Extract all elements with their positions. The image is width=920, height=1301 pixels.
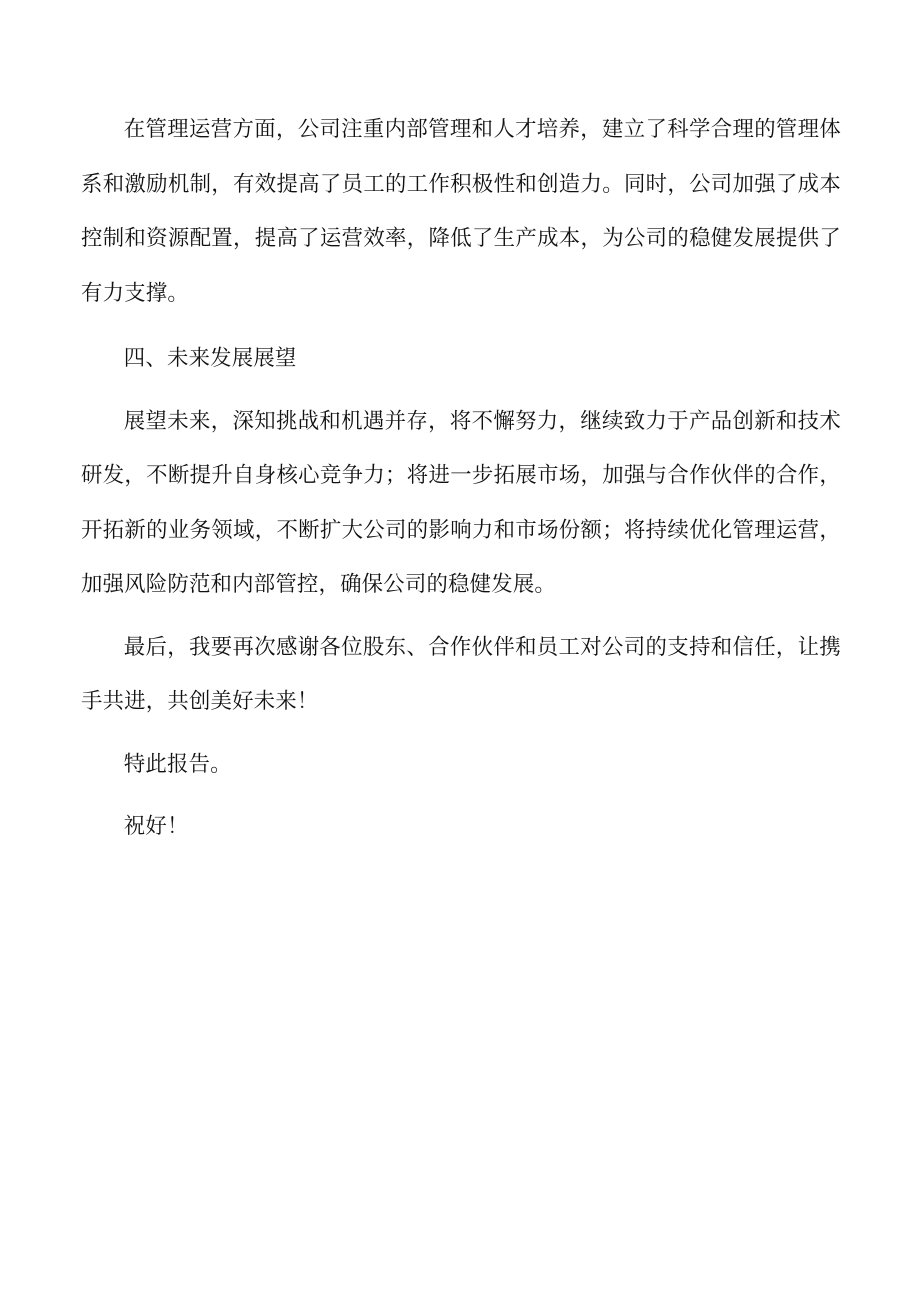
paragraph-thanks: 最后，我要再次感谢各位股东、合作伙伴和员工对公司的支持和信任，让携手共进，共创美好未来！ xyxy=(81,634,841,714)
paragraph-management-operations: 在管理运营方面，公司注重内部管理和人才培养，建立了科学合理的管理体系和激励机制，有效提高了员工的工作积极性和创造力。同时，公司加强了成本控制和资源配置，提高了运营效率，降低了生产成本，为公司的稳健发展提供了有力支撑。 xyxy=(81,117,841,306)
document-body xyxy=(81,103,841,855)
paragraph-greeting: 祝好！ xyxy=(123,814,189,839)
paragraph-report-closing: 特此报告。 xyxy=(123,751,232,777)
paragraph-future-outlook: 展望未来，深知挑战和机遇并存，将不懈努力，继续致力于产品创新和技术研发，不断提升自身核心竞争力；将进一步拓展市场，加强与合作伙伴的合作，开拓新的业务领域，不断扩大公司的影响力和市场份额；将持续优化管理运营，加强风险防范和内部管控，确保公司的稳健发展。 xyxy=(81,408,841,597)
section-heading-future-outlook: 四、未来发展展望 xyxy=(123,346,297,371)
